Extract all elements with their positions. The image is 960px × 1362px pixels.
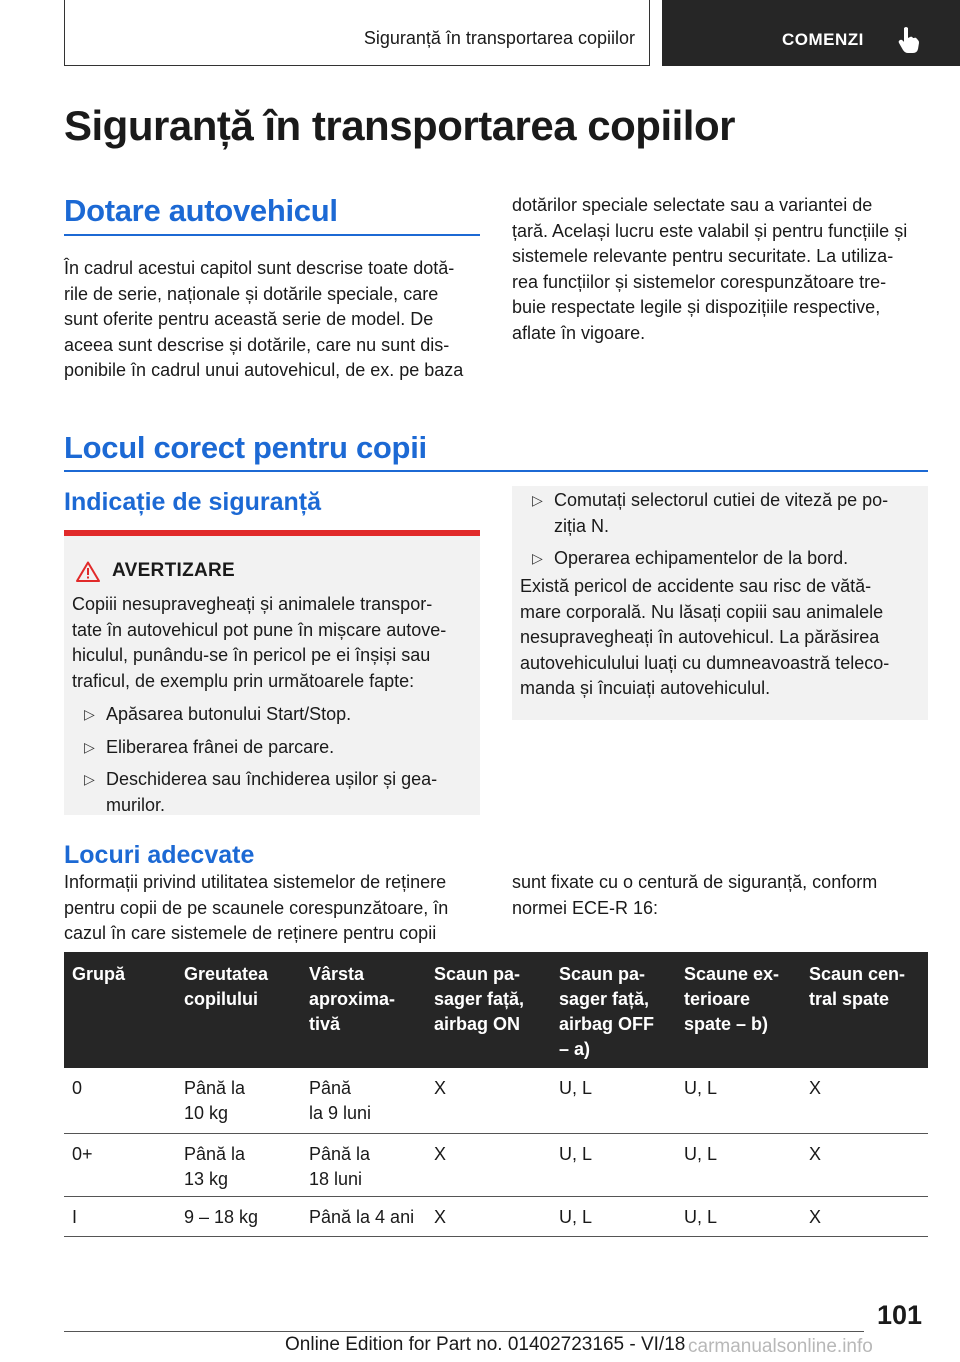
- footer-edition: Online Edition for Part no. 01402723165 - VI/18: [285, 1334, 686, 1355]
- bullet-triangle-icon: ▷: [532, 550, 543, 566]
- warning-consequence-text: Există pericol de accidente sau risc de vătă- mare corporală. Nu lăsați copiii sau animalele nesupravegheați în autovehicul. La părăsirea autovehiculului luați cu dumneavoastră teleco- manda și încuiați autovehiculul.: [520, 576, 890, 698]
- warning-box: [64, 530, 480, 815]
- warning-continuation-box: [512, 486, 928, 720]
- table-cell: Până la 18 luni: [301, 1133, 426, 1196]
- warning-bullet-list: [520, 488, 920, 572]
- table-cell: X: [801, 1068, 928, 1133]
- table-row: [64, 1068, 928, 1133]
- column-header: Vârsta aproxima- tivă: [301, 952, 426, 1068]
- table-cell: X: [426, 1196, 551, 1236]
- section-title: Siguranță în transportarea copiilor: [363, 28, 635, 48]
- list-item: ▷ Comutați selectorul cutiei de viteză pe po- ziția N.: [532, 490, 889, 536]
- comenzi-tab[interactable]: [662, 0, 960, 66]
- table-cell: 9 – 18 kg: [176, 1196, 301, 1236]
- table-cell: U, L: [551, 1068, 676, 1133]
- table-cell: U, L: [551, 1133, 676, 1196]
- heading-rule: [64, 470, 928, 472]
- dotare-text-col2: dotărilor speciale selectate sau a variantei de țară. Același lucru este valabil și pentru funcțiile și sistemele relevante pentru securitate. La utiliza- rea funcțiilor și sistemelor corespunzătoare tre- buie respectate legile și dispozițiile respective, aflate în vigoare.: [512, 195, 908, 343]
- column-header: Scaun cen- tral spate: [801, 952, 928, 1068]
- bullet-triangle-icon: ▷: [84, 771, 95, 787]
- heading-dotare: Dotare autovehicul: [64, 193, 338, 228]
- column-header: Scaune ex- terioare spate – b): [676, 952, 801, 1068]
- table-cell: X: [426, 1133, 551, 1196]
- table-cell: 0+: [64, 1133, 176, 1196]
- warning-triangle-icon: [76, 561, 100, 582]
- table-row: [64, 1196, 928, 1236]
- column-header: Greutatea copilului: [176, 952, 301, 1068]
- heading-locul: Locul corect pentru copii: [64, 430, 427, 465]
- dotare-text-col1: În cadrul acestui capitol sunt descrise toate dotă- rile de serie, naționale și dotările speciale, care sunt oferite pentru această serie de model. De aceea sunt descrise și dotările, care nu sunt dis- ponibile în cadrul unui autovehicul, de ex. pe baza: [64, 258, 464, 380]
- page-number: 101: [877, 1300, 923, 1330]
- warning-bullet-list: [72, 702, 472, 818]
- bullet-triangle-icon: ▷: [84, 738, 95, 755]
- column-header: Grupă: [64, 952, 176, 1068]
- table-cell: U, L: [676, 1068, 801, 1133]
- warning-label: AVERTIZARE: [112, 560, 235, 581]
- footer-rule: [64, 1331, 864, 1332]
- table-cell: X: [801, 1196, 928, 1236]
- table-row: [64, 1133, 928, 1196]
- watermark-logo: carmanualsonline.info: [688, 1336, 873, 1357]
- pointing-hand-icon: [898, 26, 920, 54]
- column-header: Scaun pa- sager față, airbag OFF – a): [551, 952, 676, 1068]
- running-header: [64, 0, 650, 66]
- seat-suitability-table: [64, 952, 928, 1237]
- table-cell: I: [64, 1196, 176, 1236]
- table-header-row: [64, 952, 928, 1068]
- locuri-text-col2: sunt fixate cu o centură de siguranță, conform normei ECE-R 16:: [512, 872, 878, 918]
- page-title: Siguranță în transportarea copiilor: [64, 102, 735, 149]
- warning-text: Copiii nesupravegheați și animalele transpor- tate în autovehicul pot pune în mișcare autove- hiculul, punându-se în pericol pe ei înșiși sau traficul, de exemplu prin următoarele fapte:: [72, 594, 447, 691]
- list-item: ▷ Operarea echipamentelor de la bord.: [520, 546, 920, 572]
- table-cell: X: [801, 1133, 928, 1196]
- table-cell: Până la 10 kg: [176, 1068, 301, 1133]
- table-cell: 0: [64, 1068, 176, 1133]
- list-item: ▷ Eliberarea frânei de parcare.: [72, 735, 472, 761]
- comenzi-label: COMENZI: [782, 30, 864, 49]
- table-cell: U, L: [676, 1133, 801, 1196]
- table-cell: U, L: [676, 1196, 801, 1236]
- list-item: ▷ Deschiderea sau închiderea ușilor și gea- murilor.: [84, 769, 438, 815]
- heading-rule: [64, 234, 480, 236]
- bullet-triangle-icon: ▷: [532, 492, 543, 508]
- column-header: Scaun pa- sager față, airbag ON: [426, 952, 551, 1068]
- table-cell: Până la 9 luni: [301, 1068, 426, 1133]
- heading-locuri: Locuri adecvate: [64, 841, 255, 869]
- table-cell: Până la 13 kg: [176, 1133, 301, 1196]
- warning-header: [72, 560, 235, 582]
- table-cell: Până la 4 ani: [301, 1196, 426, 1236]
- locuri-text-col1: Informații privind utilitatea sistemelor de reținere pentru copii de pe scaunele corespunzătoare, în cazul în care sistemele de reținere pentru copii: [64, 872, 449, 943]
- table-cell: U, L: [551, 1196, 676, 1236]
- table-cell: X: [426, 1068, 551, 1133]
- list-item: ▷ Apăsarea butonului Start/Stop.: [72, 702, 472, 728]
- heading-indicatie: Indicație de siguranță: [64, 488, 322, 516]
- bullet-triangle-icon: ▷: [84, 706, 95, 722]
